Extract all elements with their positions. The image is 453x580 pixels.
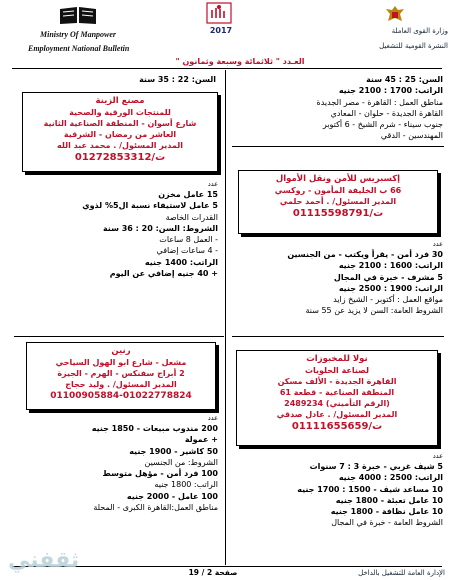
- company-name: إكسبريس للأمن ونقل الأموال: [275, 174, 401, 184]
- right-rule-2: [232, 336, 444, 337]
- page-number: صفحة 2 / 19: [188, 568, 238, 577]
- book-logo-icon: [58, 5, 98, 25]
- header-rule: [12, 68, 442, 69]
- company-box-express: إكسبريس للأمن ونقل الأموال 66 ب الخليفة المأمون - روكسي المدير المسئول/ . أحمد حلمي ت/01115598791: [238, 170, 438, 234]
- ministry-ar: وزارة القوى العاملة: [391, 27, 448, 35]
- phone-number: 01100905884-01022778824: [50, 391, 192, 401]
- company-name: رنين: [111, 346, 131, 356]
- ministry-en: Ministry Of Manpower: [40, 30, 117, 39]
- company-name: نولا للمخبوزات: [306, 354, 368, 364]
- left-col-top: السن: 22 : 35 سنة: [139, 75, 216, 84]
- header: [0, 0, 453, 72]
- left-rule-1: [14, 336, 224, 337]
- year-label: 2017: [209, 26, 233, 35]
- eagle-emblem-icon: [384, 4, 406, 26]
- company-box-zeina: مصنع الزينة للمنتجات الورقية والصحية شارع أسوان - المنطقة الصناعية الثانية العاشر من رمضان - الشرقية المدير المسئول/ . محمد عبد الله ت/01272853312: [22, 92, 218, 172]
- right-rule-1: [232, 146, 444, 147]
- phone-number: ت/01115598791: [292, 208, 384, 219]
- bulletin-en: Employment National Bulletin: [28, 44, 130, 53]
- left-col-sec3: عدد 200 مندوب مبيعات - 1850 جنيه + عمولة 50 كاشير - 1900 جنيه الشروط: من الجنسين 100 فرد أمن - مؤهل متوسط الراتب: 1800 جنيه 100 عامل - 2000 جنيه مناطق العمل:القاهرة الكبرى - المحلة: [91, 414, 218, 513]
- right-col-sec3: عدد 5 شيف غربي - خبرة 3 : 7 سنوات الراتب: 2500 : 4000 جنيه 10 مساعد شيف - 1500 : 1700 جنيه 10 عامل تعبئة - 1800 جنيه 10 عامل نظافة - 1800 جنيه الشروط العامة - خبرة في المجال: [297, 452, 443, 528]
- company-box-raneen: رنين مشعل - شارع ابو الهول السياحي 2 أبراج سفنكس - الهرم - الجيزة المدير المسئول/ . وليد حجاج 01100905884-01022778824: [26, 342, 216, 410]
- ministry-emblem-icon: [206, 2, 232, 24]
- phone-number: ت/01111655659: [291, 421, 383, 432]
- company-box-nola: نولا للمخبوزات لصناعة الحلويات القاهرة الجديدة - الألف مسكن المنطقة الصناعية - قطعة 61 (الرقم التأميني) 2489234 المدير المسئول/ . عادل صدقي ت/01111655659: [236, 350, 438, 446]
- right-col-top: السن: 25 : 45 سنة الراتب: 1700 : 2100 جنيه مناطق العمل : القاهرة - مصر الجديدة القاهرة الجديدة - حلوان - المعادي جنوب سيناء - شرم الشيخ - 6 أكتوبر المهندسين - الدقي: [316, 75, 443, 141]
- right-col-sec2: عدد 30 فرد أمن - يقرأ ويكتب - من الجنسين الراتب: 1600 : 2100 جنيه 5 مشرف - خبرة في المجال الراتب: 1900 : 2500 جنيه مواقع العمل : أكتوبر - الشيخ زايد الشروط العامة: السن لا يزيد عن 55 سنة: [287, 240, 443, 316]
- site-watermark: ثقفني: [8, 548, 80, 573]
- phone-number: ت/01272853312: [74, 152, 166, 163]
- bulletin-ar: النشرة القومية للتشغيل: [379, 42, 448, 50]
- issue-title: العـدد " ثلاثمائة وسبعة وثمانون ": [175, 57, 305, 66]
- left-col-sec2: عدد 15 عامل مخزن 5 عامل لاستيفاء نسبة ال5% لذوي القدرات الخاصة الشروط: السن: 20 : 36 سنة - العمل 8 ساعات - 4 ساعات إضافي الراتب: 1400 جنيه + 40 جنيه إضافي عن اليوم: [82, 180, 218, 279]
- column-divider: [225, 70, 226, 565]
- company-name: مصنع الزينة: [95, 96, 145, 106]
- footer-dept: الإدارة العامة للتشغيل بالداخل: [358, 569, 445, 577]
